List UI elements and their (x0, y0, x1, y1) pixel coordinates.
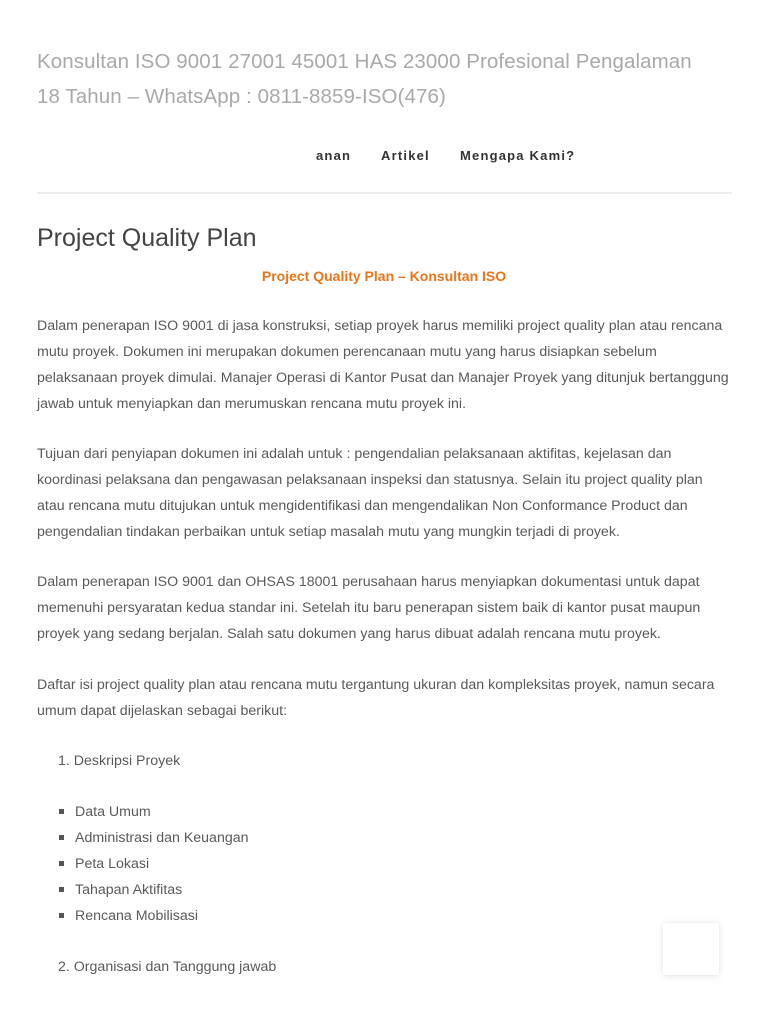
numbered-list-item: 2. Organisasi dan Tanggung jawab (58, 959, 277, 975)
square-bullet-icon (59, 835, 64, 840)
bullet-list-item (58, 799, 249, 825)
main-nav (0, 148, 768, 168)
nav-item-mengapa-kami[interactable]: Mengapa Kami? (460, 148, 576, 163)
bullet-list-item (58, 903, 249, 929)
square-bullet-icon (59, 809, 64, 814)
paragraph: Dalam penerapan ISO 9001 di jasa konstruksi, setiap proyek harus memiliki project quality plan atau rencana mutu proyek. Dokumen ini merupakan dokumen perencanaan mutu yang harus disiapkan sebelum pelaksanaan proyek dimulai. Manajer Operasi di Kantor Pusat dan Manajer Proyek yang ditunjuk bertanggung jawab untuk menyiapkan dan merumuskan rencana mutu proyek ini. (37, 318, 729, 412)
square-bullet-icon (59, 861, 64, 866)
page-title: Project Quality Plan (37, 224, 257, 252)
paragraph: Daftar isi project quality plan atau rencana mutu tergantung ukuran dan kompleksitas proyek, namun secara umum dapat dijelaskan sebagai berikut: (37, 677, 715, 719)
site-title[interactable]: Konsultan ISO 9001 27001 45001 HAS 23000 Profesional Pengalaman 18 Tahun – WhatsApp : 0811-8859-ISO(476) (37, 50, 692, 108)
bullet-label: Tahapan Aktifitas (75, 882, 183, 898)
bullet-list-item (58, 825, 249, 851)
bullet-list-item (58, 877, 249, 903)
square-bullet-icon (59, 887, 64, 892)
bullet-label: Administrasi dan Keuangan (75, 830, 249, 846)
bullet-list-item (58, 851, 249, 877)
bullet-label: Peta Lokasi (75, 856, 150, 872)
bullet-label: Data Umum (75, 804, 151, 820)
bullet-label: Rencana Mobilisasi (75, 908, 199, 924)
nav-item-artikel[interactable]: Artikel (381, 148, 430, 163)
paragraph: Dalam penerapan ISO 9001 dan OHSAS 18001 perusahaan harus menyiapkan dokumentasi untuk dapat memenuhi persyaratan kedua standar ini. Setelah itu baru penerapan sistem baik di kantor pusat maupun proyek yang sedang berjalan. Salah satu dokumen yang harus dibuat adalah rencana mutu proyek. (37, 574, 701, 642)
numbered-list-item: 1. Deskripsi Proyek (58, 753, 181, 769)
square-bullet-icon (59, 913, 64, 918)
article-subtitle: Project Quality Plan – Konsultan ISO (261, 268, 507, 284)
floating-action-button[interactable] (663, 923, 719, 975)
nav-item-layanan[interactable]: anan (316, 148, 352, 163)
bullet-list (58, 799, 249, 929)
paragraph: Tujuan dari penyiapan dokumen ini adalah untuk : pengendalian pelaksanaan aktifitas, kejelasan dan koordinasi pelaksana dan pengawasan pelaksanaan inspeksi dan statusnya. Selain itu project quality plan atau rencana mutu ditujukan untuk mengidentifikasi dan mengendalikan Non Conformance Product dan pengendalian tindakan perbaikan untuk setiap masalah mutu yang mungkin terjadi di proyek. (37, 446, 703, 540)
header-divider (37, 192, 732, 194)
